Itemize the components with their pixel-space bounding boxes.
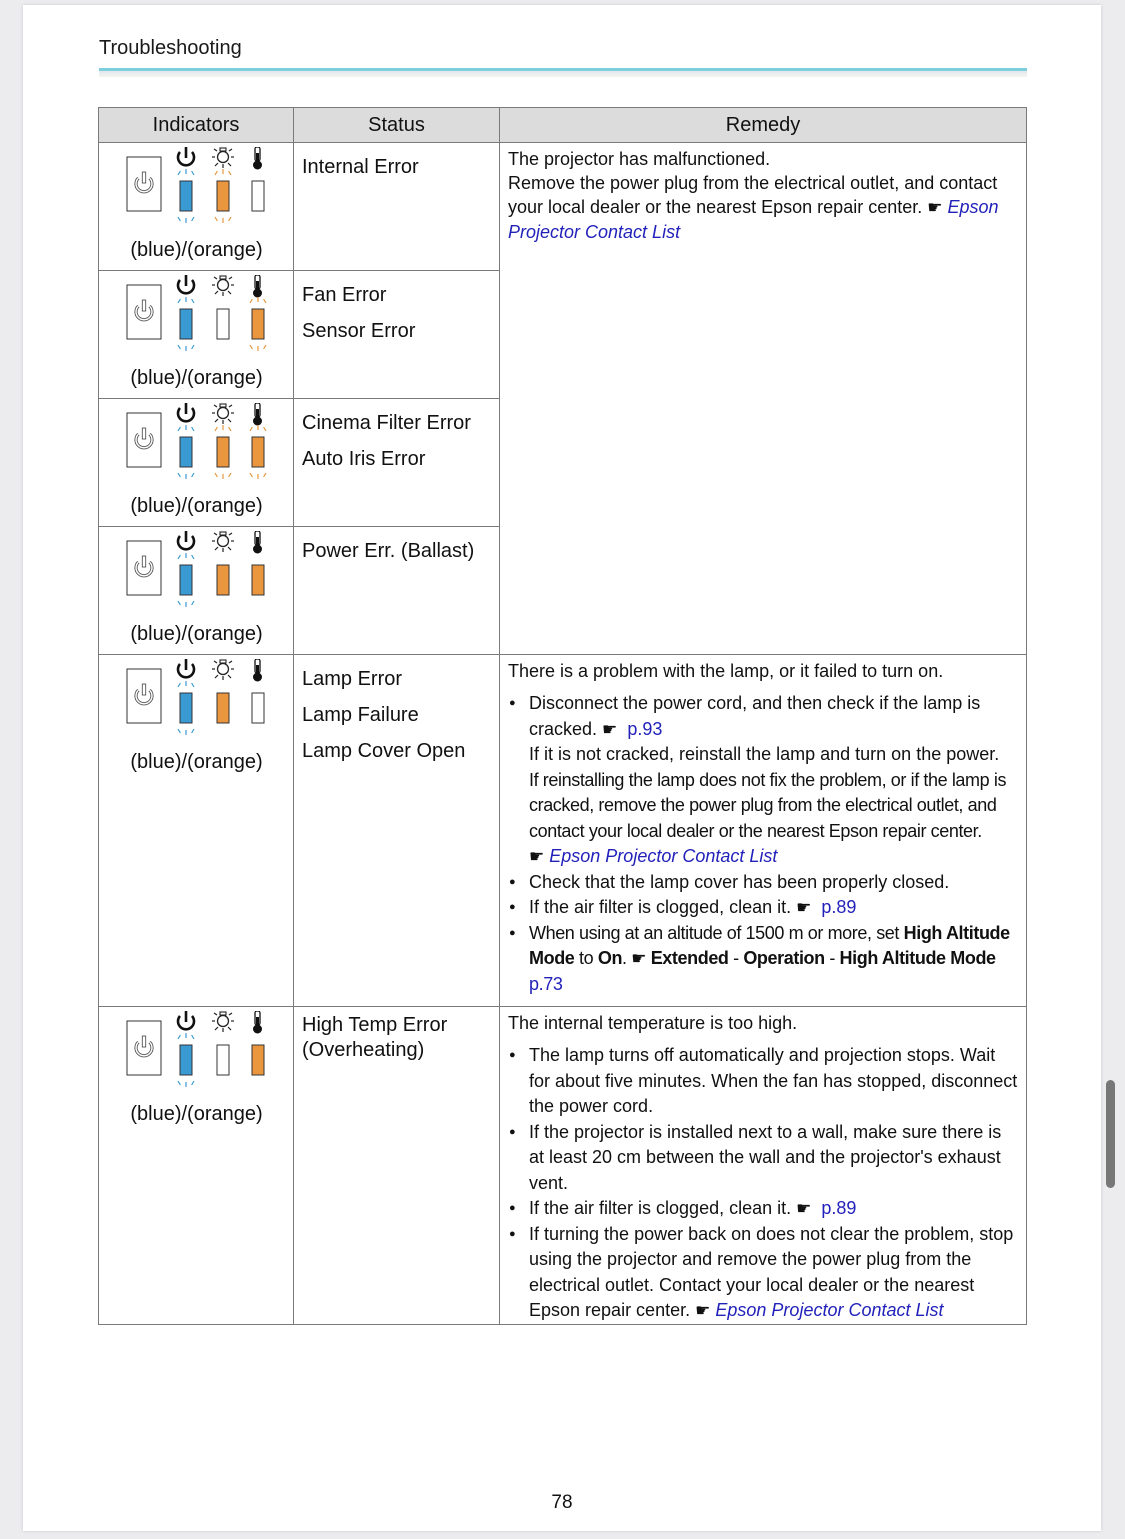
remedy-text: When using at an altitude of 1500 m or more, set (529, 922, 900, 943)
page-link[interactable]: p.93 (627, 718, 663, 739)
page-link[interactable]: p.73 (529, 973, 563, 994)
power-indicator-light (178, 297, 194, 351)
list-item (529, 1222, 1018, 1324)
thermometer-icon (253, 1011, 262, 1034)
lamp-icon (212, 660, 234, 680)
table-row (99, 143, 1027, 271)
indicator-cell (99, 527, 294, 655)
status-text: Fan Error (302, 284, 387, 306)
status-text: Lamp Failure (302, 704, 419, 726)
thermometer-icon (253, 147, 262, 170)
table-row (99, 1007, 1027, 1325)
status-text: High Temp Error (Overheating) (302, 1014, 448, 1061)
contact-list-link[interactable]: Epson Projector Contact List (549, 846, 778, 866)
lamp-icon (212, 532, 234, 552)
status-cell (294, 527, 500, 655)
power-symbol-icon (178, 1011, 194, 1029)
header-rule-shadow (99, 71, 1027, 77)
indicator-color-label: (blue)/(orange) (130, 1103, 263, 1125)
page-link[interactable]: p.89 (821, 897, 857, 917)
list-item (529, 691, 1018, 870)
status-text: Sensor Error (302, 320, 416, 342)
remedy-intro: There is a problem with the lamp, or it failed to turn on. (508, 661, 944, 681)
pointing-hand-icon: ☛ (927, 198, 943, 217)
power-button-icon (127, 541, 161, 595)
power-symbol-icon (178, 531, 194, 549)
pointing-hand-icon: ☛ (631, 949, 647, 968)
troubleshooting-table (98, 107, 1027, 1325)
status-cell (294, 1007, 500, 1325)
lamp-indicator-light (217, 565, 229, 595)
temp-indicator-light (250, 425, 266, 479)
indicator-color-label: (blue)/(orange) (130, 495, 263, 517)
column-header-status: Status (294, 108, 500, 143)
status-text: Auto Iris Error (302, 448, 426, 470)
temp-indicator-light (252, 1045, 264, 1075)
remedy-text: If reinstalling the lamp does not fix the problem, or if the lamp is cracked, remove the power plug from the electrical outlet, and contact your local dealer or the nearest Epson repair center. (529, 769, 1007, 841)
indicator-diagram (125, 531, 275, 621)
menu-term: High Altitude Mode (529, 922, 1010, 968)
scrollbar-thumb[interactable] (1106, 1080, 1115, 1188)
status-text: Lamp Cover Open (302, 740, 466, 762)
status-text: Power Err. (Ballast) (302, 540, 475, 562)
table-header-row (99, 108, 1027, 143)
lamp-indicator-light (217, 693, 229, 723)
remedy-text: to (579, 948, 594, 968)
column-header-remedy: Remedy (500, 108, 1027, 143)
indicator-diagram (125, 147, 275, 237)
column-header-indicators: Indicators (99, 108, 294, 143)
indicator-color-label: (blue)/(orange) (130, 239, 263, 261)
pointing-hand-icon: ☛ (695, 1301, 711, 1320)
table-row (99, 655, 1027, 1007)
remedy-list (508, 1043, 1018, 1324)
lamp-indicator-light (215, 169, 231, 223)
status-cell (294, 271, 500, 399)
power-button-icon (127, 669, 161, 723)
thermometer-icon (253, 659, 262, 682)
document-page (23, 5, 1101, 1531)
indicator-diagram (125, 1011, 275, 1101)
power-indicator-light (178, 1033, 194, 1087)
list-item: ● When using at an altitude of 1500 m or more, set High Altitude Mode to On. ☛ Extended - Operation - High Altitude Mode p.73 (529, 921, 1018, 998)
lamp-indicator-light (217, 309, 229, 339)
thermometer-icon (253, 403, 262, 426)
pointing-hand-icon: ☛ (529, 847, 545, 866)
indicator-cell (99, 143, 294, 271)
page-link[interactable]: p.89 (821, 1198, 857, 1218)
indicator-cell (99, 271, 294, 399)
status-text: Internal Error (302, 156, 419, 178)
list-item (529, 1043, 1018, 1120)
indicator-cell (99, 655, 294, 1007)
status-cell (294, 655, 500, 1007)
status-text: Lamp Error (302, 668, 403, 690)
contact-list-link[interactable]: Epson Projector Contact List (508, 197, 999, 242)
temp-indicator-light (250, 297, 266, 351)
pointing-hand-icon: ☛ (602, 719, 618, 739)
thermometer-icon (253, 531, 262, 554)
remedy-text-line: Remove the power plug from the electrical outlet, and contact your local dealer or the nearest Epson repair center. (508, 173, 998, 217)
lamp-icon (212, 276, 234, 296)
power-button-icon (127, 1021, 161, 1075)
lamp-indicator-light (217, 1045, 229, 1075)
temp-indicator-light (252, 693, 264, 723)
pointing-hand-icon: ☛ (796, 1199, 812, 1218)
page-number: 78 (551, 1492, 573, 1513)
remedy-text: If the air filter is clogged, clean it. (529, 897, 792, 917)
remedy-list (508, 691, 1018, 997)
indicator-color-label: (blue)/(orange) (130, 623, 263, 645)
remedy-cell-hightemp (500, 1007, 1027, 1325)
status-cell (294, 143, 500, 271)
temp-indicator-light (252, 565, 264, 595)
lamp-icon (212, 404, 234, 424)
indicator-color-label: (blue)/(orange) (130, 751, 263, 773)
power-indicator-light (178, 169, 194, 223)
power-button-icon (127, 413, 161, 467)
pointing-hand-icon: ☛ (796, 898, 812, 917)
power-symbol-icon (178, 147, 194, 165)
power-indicator-light (178, 425, 194, 479)
remedy-text: If the projector is installed next to a wall, make sure there is at least 20 cm between the wall and the projector's exhaust vent. (529, 1121, 1002, 1193)
list-item (529, 895, 1018, 921)
menu-term: On (597, 948, 623, 968)
lamp-icon (212, 148, 234, 168)
power-indicator-light (178, 553, 194, 607)
indicator-diagram (125, 403, 275, 493)
power-button-icon (127, 157, 161, 211)
indicator-color-label: (blue)/(orange) (130, 367, 263, 389)
list-item (529, 870, 1018, 896)
indicator-diagram (125, 275, 275, 365)
remedy-text: If the air filter is clogged, clean it. (529, 1198, 792, 1218)
remedy-text: If it is not cracked, reinstall the lamp and turn on the power. (529, 744, 1000, 764)
remedy-text: The projector has malfunctioned. (508, 149, 771, 169)
lamp-icon (212, 1012, 234, 1032)
remedy-text: The lamp turns off automatically and projection stops. Wait for about five minutes. When the fan has stopped, disconnect the power cord. (529, 1045, 1018, 1116)
lamp-indicator-light (215, 425, 231, 479)
power-button-icon (127, 285, 161, 339)
remedy-cell-internal (500, 143, 1027, 655)
temp-indicator-light (252, 181, 264, 211)
indicator-cell (99, 1007, 294, 1325)
remedy-text: Check that the lamp cover has been properly closed. (529, 871, 950, 892)
status-text: Cinema Filter Error (302, 412, 471, 434)
remedy-text: Disconnect the power cord, and then check if the lamp is cracked. (529, 693, 981, 739)
power-symbol-icon (178, 403, 194, 421)
power-symbol-icon (178, 275, 194, 293)
page-header-title: Troubleshooting (99, 37, 242, 59)
menu-path-item: High Altitude Mode (839, 948, 996, 968)
indicator-cell (99, 399, 294, 527)
power-indicator-light (178, 681, 194, 735)
remedy-intro: The internal temperature is too high. (508, 1013, 798, 1033)
status-cell (294, 399, 500, 527)
remedy-text (508, 171, 1018, 244)
menu-path-item: Extended (650, 948, 729, 968)
remedy-text: If turning the power back on does not clear the problem, stop using the projector and remove the power plug from the electrical outlet. Contact your local dealer or the nearest Epson repair center. (529, 1223, 1014, 1320)
menu-path-item: Operation (743, 948, 825, 968)
power-symbol-icon (178, 659, 194, 677)
list-item (529, 1120, 1018, 1197)
remedy-cell-lamp (500, 655, 1027, 1007)
list-item (529, 1196, 1018, 1222)
indicator-diagram (125, 659, 275, 749)
contact-list-link[interactable]: Epson Projector Contact List (715, 1300, 944, 1320)
thermometer-icon (253, 275, 262, 298)
